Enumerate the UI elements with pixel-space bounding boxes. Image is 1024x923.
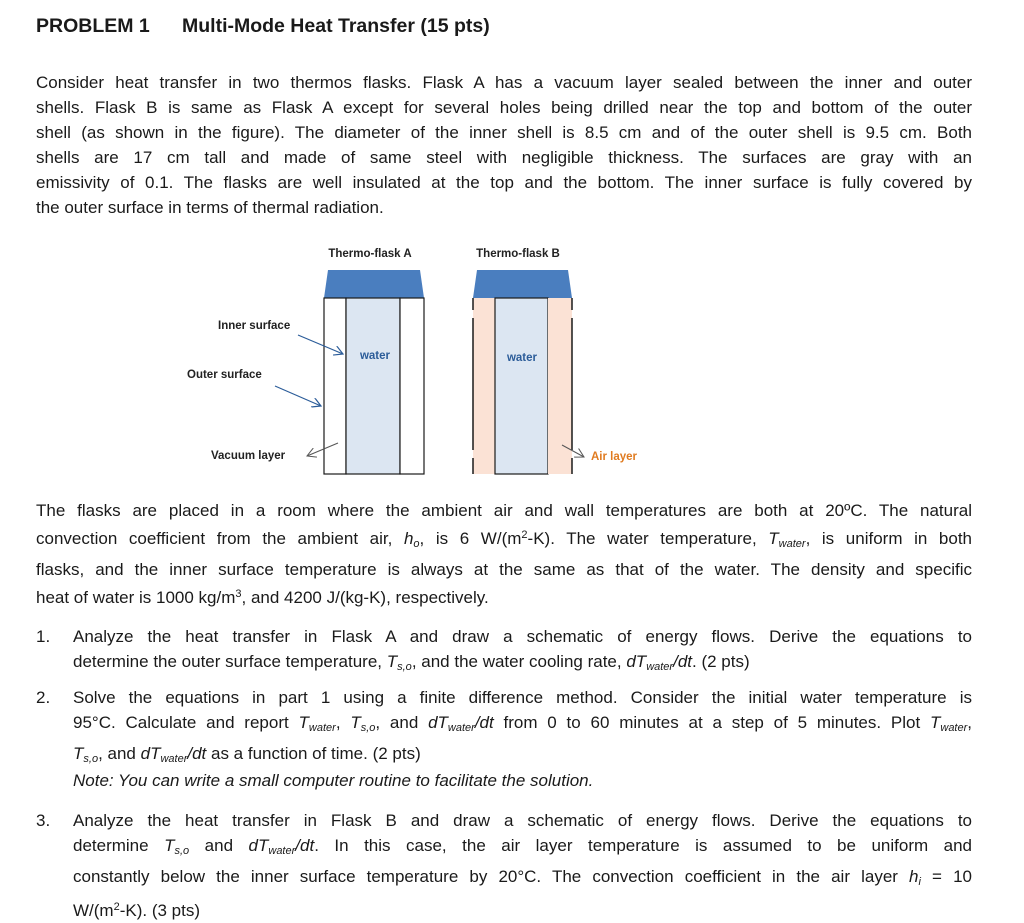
flask-b-water-label: water bbox=[506, 352, 538, 364]
air-layer-label: Air layer bbox=[591, 451, 638, 463]
flask-b bbox=[473, 248, 572, 474]
flask-a bbox=[324, 248, 424, 474]
flask-b-air-left bbox=[473, 298, 495, 474]
intro-line: shells. Flask B is same as Flask A except for several holes being drilled near the top and bottom of the outer bbox=[36, 98, 972, 117]
question-line: constantly below the inner surface temperature by 20°C. The convection coefficient in the air layer $h_i = 10$ bbox=[73, 867, 972, 888]
conditions-line: The flasks are placed in a room where the ambient air and wall temperatures are both at 20ºC. The natural bbox=[36, 501, 972, 520]
outer-surface-label: Outer surface bbox=[187, 369, 262, 381]
intro-line: shell (as shown in the figure). The diameter of the inner shell is 8.5 cm and of the outer shell is 9.5 cm. Both bbox=[36, 123, 972, 142]
question-2-note: Note: You can write a small computer routine to facilitate the solution. bbox=[73, 771, 594, 790]
inner-surface-label: Inner surface bbox=[218, 320, 291, 332]
flask-diagram bbox=[180, 240, 660, 480]
conditions-line: flasks, and the inner surface temperature is always at the same as that of the water. The density and specific bbox=[36, 560, 972, 579]
conditions-line: convection coefficient from the ambient air, $h_o$, is 6 $W/(m^2-K)$. The water temperature, $T_{water}$, is uniform in both bbox=[36, 529, 973, 550]
flask-a-water bbox=[346, 298, 400, 474]
problem-title: Multi-Mode Heat Transfer (15 pts) bbox=[182, 15, 490, 37]
flask-a-vacuum-right bbox=[400, 298, 424, 474]
conditions-line: heat of water is 1000 $kg/m^3$, and 4200 J/(kg-K), respectively. bbox=[36, 588, 489, 607]
question-number: 3. bbox=[36, 811, 51, 830]
question-line: Analyze the heat transfer in Flask B and draw a schematic of energy flows. Derive the equations to bbox=[73, 811, 972, 830]
question-line: determine the outer surface temperature, $T_{s,o}$, and the water cooling rate, $dT_{water}/dt$. (2 pts) bbox=[73, 652, 750, 673]
flask-b-title: Thermo-flask B bbox=[476, 248, 560, 260]
question-line: $T_{s,o}$, and $dT_{water}/dt$ as a function of time. (2 pts) bbox=[73, 744, 421, 765]
flask-a-lid bbox=[324, 270, 424, 298]
question-number: 2. bbox=[36, 688, 51, 707]
outer-surface-arrow bbox=[275, 386, 321, 406]
flask-a-water-label: water bbox=[359, 350, 391, 362]
question-line: determine $T_{s,o}$ and $dT_{water}/dt$. In this case, the air layer temperature is assumed to be uniform and bbox=[73, 836, 973, 857]
flask-a-title: Thermo-flask A bbox=[328, 248, 412, 260]
intro-line: Consider heat transfer in two thermos flasks. Flask A has a vacuum layer sealed between the inner and outer bbox=[36, 73, 972, 92]
intro-line: emissivity of 0.1. The flasks are well insulated at the top and the bottom. The inner surface is fully covered by bbox=[36, 173, 972, 192]
flask-b-air-right bbox=[548, 298, 572, 474]
intro-line: shells are 17 cm tall and made of same steel with negligible thickness. The surfaces are gray with an bbox=[36, 148, 972, 167]
question-line: $W/(m^2-K)$. (3 pts) bbox=[73, 901, 201, 920]
vacuum-layer-label: Vacuum layer bbox=[211, 450, 286, 462]
intro-line: the outer surface in terms of thermal radiation. bbox=[36, 198, 384, 217]
question-line: 95°C. Calculate and report $T_{water}$, $T_{s,o}$, and $dT_{water}/dt$ from 0 to 60 minutes at a step of 5 minutes. Plot $T_{water}$, bbox=[73, 713, 973, 734]
flask-b-water bbox=[495, 298, 548, 474]
conditions-paragraph bbox=[36, 498, 972, 610]
flask-b-lid bbox=[473, 270, 572, 298]
question-line: Analyze the heat transfer in Flask A and draw a schematic of energy flows. Derive the equations to bbox=[73, 627, 972, 646]
intro-paragraph bbox=[36, 70, 972, 220]
question-line: Solve the equations in part 1 using a finite difference method. Consider the initial water temperature is bbox=[73, 688, 972, 707]
problem-number: PROBLEM 1 bbox=[36, 15, 150, 37]
problem-heading bbox=[36, 15, 490, 38]
question-number: 1. bbox=[36, 627, 51, 646]
